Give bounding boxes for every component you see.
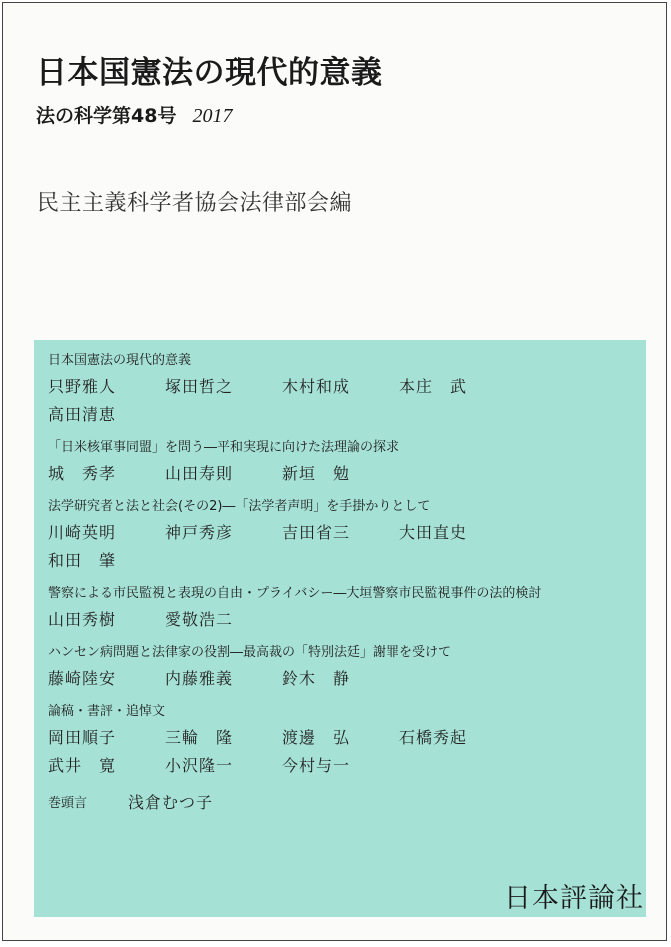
issue-year: 2017: [192, 105, 233, 127]
author-name: 愛敬浩二: [165, 610, 234, 629]
issue-line: [36, 101, 232, 128]
section-title: ハンセン病問題と法律家の役割―最高裁の「特別法廷」謝罪を受けて: [48, 645, 452, 660]
editor-credit: 民主主義科学者協会法律部会編: [37, 191, 353, 216]
author-name: 神戸秀彦: [165, 523, 234, 542]
section-title: 法学研究者と法と社会(その2)―「法学者声明」を手掛かりとして: [48, 499, 431, 514]
author-name: 山田寿則: [165, 464, 234, 483]
author-name: 内藤雅義: [165, 669, 234, 688]
author-name: 本庄 武: [399, 377, 468, 396]
contents-section: [48, 585, 632, 631]
contents-section: [48, 703, 632, 777]
author-name: 塚田哲之: [165, 377, 234, 396]
author-name: 高田清恵: [48, 405, 117, 424]
author-name: 鈴木 静: [282, 669, 351, 688]
book-title: 日本国憲法の現代的意義: [36, 55, 383, 91]
contents-sections: [48, 352, 632, 777]
section-title: 論稿・書評・追悼文: [48, 704, 166, 719]
contents-section: [48, 498, 632, 572]
author-name: 新垣 勉: [282, 464, 351, 483]
author-name: 城 秀孝: [48, 464, 117, 483]
section-title: 日本国憲法の現代的意義: [48, 353, 192, 368]
author-name: 木村和成: [282, 377, 351, 396]
author-name: 三輪 隆: [165, 728, 234, 747]
section-title: 警察による市民監視と表現の自由・プライバシー―大垣警察市民監視事件の法的検討: [48, 586, 542, 601]
preface-author: 浅倉むつ子: [128, 793, 214, 812]
contents-section: [48, 644, 632, 690]
book-cover: [2, 2, 667, 941]
issue-label: 法の科学第48号: [36, 105, 177, 127]
author-list: [48, 668, 632, 690]
author-name: 只野雅人: [48, 377, 117, 396]
author-name: 石橋秀起: [399, 728, 468, 747]
author-list: [48, 463, 632, 485]
author-name: 岡田順子: [48, 728, 117, 747]
section-title: 「日米核軍事同盟」を問う―平和実現に向けた法理論の探求: [48, 440, 400, 455]
author-name: 渡邊 弘: [282, 728, 351, 747]
author-name: 吉田省三: [282, 523, 351, 542]
author-name: 武井 寛: [48, 756, 117, 775]
author-name: 川崎英明: [48, 523, 117, 542]
contents-panel: [34, 340, 646, 917]
author-name: 和田 肇: [48, 551, 117, 570]
author-list: [48, 522, 632, 572]
publisher-name: 日本評論社: [504, 883, 644, 914]
author-list: [48, 727, 632, 777]
author-name: 山田秀樹: [48, 610, 117, 629]
author-name: 藤崎陸安: [48, 669, 117, 688]
preface-line: [48, 790, 632, 813]
contents-section: [48, 352, 632, 426]
author-list: [48, 376, 632, 426]
author-name: 大田直史: [399, 523, 468, 542]
author-name: 今村与一: [282, 756, 351, 775]
author-name: 小沢隆一: [165, 756, 234, 775]
contents-section: [48, 439, 632, 485]
preface-label: 巻頭言: [48, 796, 88, 811]
author-list: [48, 609, 632, 631]
